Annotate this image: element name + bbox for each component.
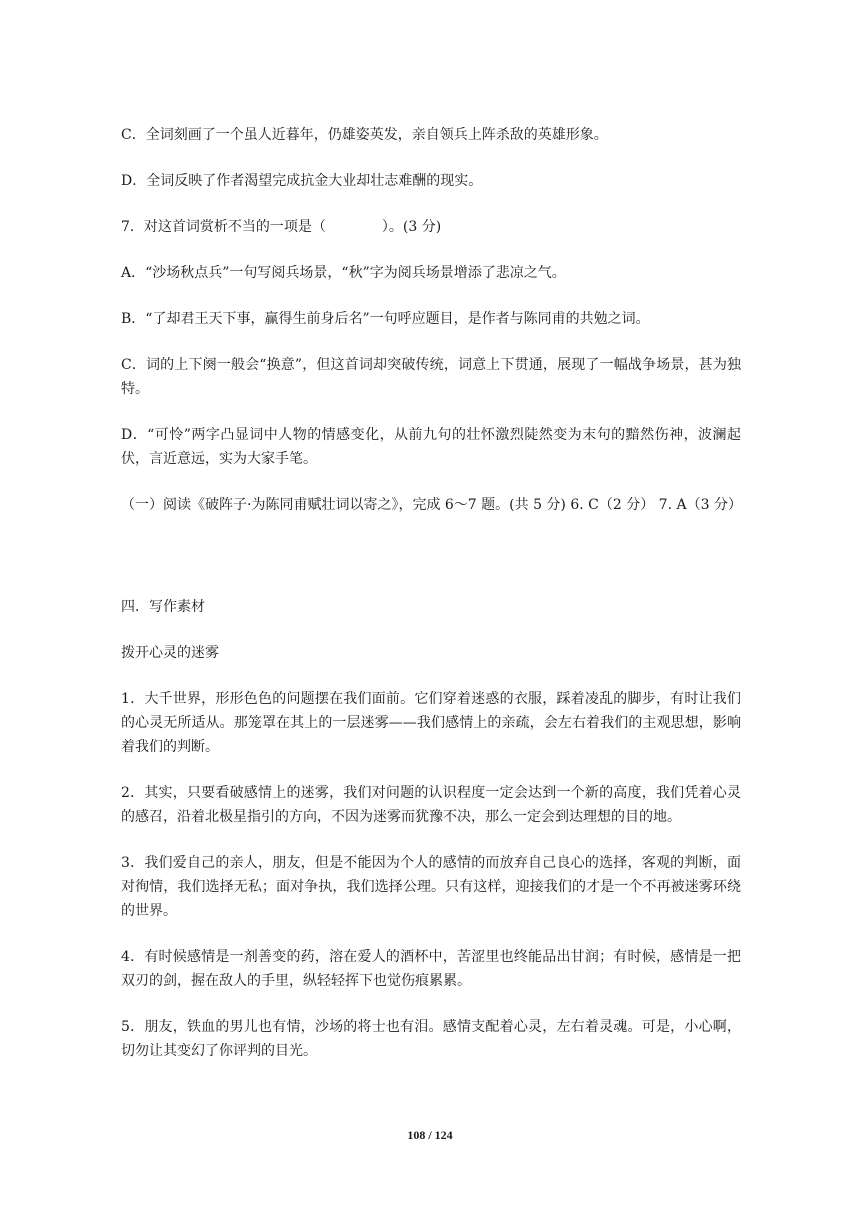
section-title: 拨开心灵的迷雾 xyxy=(121,645,219,661)
paragraph-3: 3．我们爱自己的亲人，朋友，但是不能因为个人的感情的而放弃自己良心的选择，客观的判断，面对徇情，我们选择无私；面对争执，我们选择公理。只有这样，迎接我们的才是一个不再被迷雾环绕的世界。 xyxy=(121,855,741,919)
q7-option-a: A．“沙场秋点兵”一句写阅兵场景，“秋”字为阅兵场景增添了悲凉之气。 xyxy=(121,265,566,281)
paragraph-4: 4．有时候感情是一剂善变的药，溶在爱人的酒杯中，苦涩里也终能品出甘润；有时候，感情是一把双刃的剑，握在敌人的手里，纵轻轻挥下也觉伤痕累累。 xyxy=(121,949,741,989)
q6-option-d: D．全词反映了作者渴望完成抗金大业却壮志难酬的现实。 xyxy=(121,173,483,189)
q7-option-d: D．“可怜”两字凸显词中人物的情感变化，从前九句的壮怀激烈陡然变为末句的黯然伤神，波澜起伏，言近意远，实为大家手笔。 xyxy=(121,427,741,467)
q7-option-c: C．词的上下阕一般会“换意”，但这首词却突破传统，词意上下贯通，展现了一幅战争场景，甚为独特。 xyxy=(121,357,741,397)
section-heading: 四．写作素材 xyxy=(121,599,205,615)
q7-stem: 7．对这首词赏析不当的一项是（ ）。(3 分) xyxy=(121,219,442,235)
q6-option-c: C．全词刻画了一个虽人近暮年，仍雄姿英发，亲自领兵上阵杀敌的英雄形象。 xyxy=(121,127,608,143)
paragraph-5: 5．朋友，铁血的男儿也有情，沙场的将士也有泪。感情支配着心灵，左右着灵魂。可是，小心啊，切勿让其变幻了你评判的目光。 xyxy=(121,1019,741,1059)
paragraph-1: 1．大千世界，形形色色的问题摆在我们面前。它们穿着迷惑的衣服，踩着凌乱的脚步，有时让我们的心灵无所适从。那笼罩在其上的一层迷雾——我们感情上的亲疏，会左右着我们的主观思想，影响着我们的判断。 xyxy=(121,691,741,755)
answer-key: （一）阅读《破阵子·为陈同甫赋壮词以寄之》，完成 6～7 题。(共 5 分) 6. C（2 分） 7. A（3 分） xyxy=(121,497,742,513)
page-content xyxy=(121,123,741,1063)
q7-option-b: B．“了却君王天下事，赢得生前身后名”一句呼应题目，是作者与陈同甫的共勉之词。 xyxy=(121,311,650,327)
page-number: 108 / 124 xyxy=(407,1128,453,1142)
paragraph-2: 2．其实，只要看破感情上的迷雾，我们对问题的认识程度一定会达到一个新的高度，我们凭着心灵的感召，沿着北极星指引的方向，不因为迷雾而犹豫不决，那么一定会到达理想的目的地。 xyxy=(121,785,741,825)
